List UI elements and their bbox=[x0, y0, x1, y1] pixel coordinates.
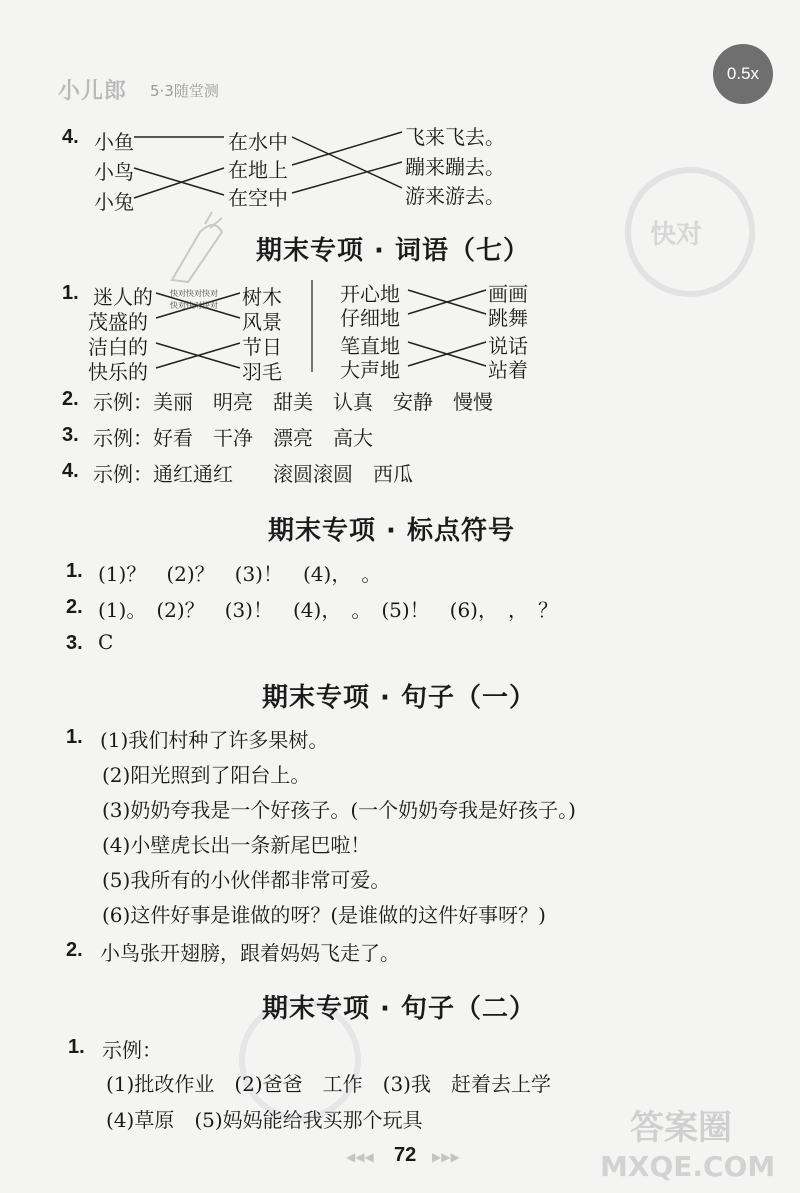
s1-a-right-1: 树木 bbox=[242, 285, 282, 309]
s2-q3-number: 3. bbox=[66, 632, 83, 654]
s2-q1-number: 1. bbox=[66, 560, 83, 582]
s1-b-right-2: 跳舞 bbox=[488, 306, 528, 330]
s1-a-right-4: 羽毛 bbox=[242, 360, 282, 384]
s1-a-right-3: 节日 bbox=[242, 335, 282, 359]
brand-logo: 小儿郎 bbox=[58, 79, 128, 104]
s3-q2-answer: 小鸟张开翅膀，跟着妈妈飞走了。 bbox=[100, 941, 400, 965]
q4-right-3: 游来游去。 bbox=[405, 184, 505, 208]
site-watermark: MXQE.COM bbox=[600, 1150, 776, 1183]
speed-label: 0.5x bbox=[726, 64, 760, 83]
s1-a-left-2: 茂盛的 bbox=[88, 310, 148, 334]
section-title-ciyu-7: 期末专项 · 词语（七） bbox=[256, 236, 530, 266]
s1-b-right-4: 站着 bbox=[488, 358, 528, 382]
s2-q3-answer: C bbox=[98, 630, 114, 654]
s1-q2-answer: 示例：美丽 明亮 甜美 认真 安静 慢慢 bbox=[93, 390, 493, 414]
s3-q1-line-1: (1)我们村种了许多果树。 bbox=[100, 728, 329, 752]
s1-q1-number: 1. bbox=[62, 282, 79, 304]
s1-b-right-1: 画画 bbox=[488, 282, 528, 306]
s1-q3-number: 3. bbox=[62, 424, 79, 446]
s1-a-left-4: 快乐的 bbox=[88, 360, 148, 384]
s3-q1-number: 1. bbox=[66, 726, 83, 748]
q4-mid-2: 在地上 bbox=[228, 158, 288, 182]
q4-left-1: 小鱼 bbox=[94, 130, 134, 154]
q4-number: 4. bbox=[62, 126, 79, 148]
s1-b-left-3: 笔直地 bbox=[340, 334, 400, 358]
q4-right-2: 蹦来蹦去。 bbox=[405, 155, 505, 179]
s1-b-left-4: 大声地 bbox=[340, 358, 400, 382]
page-prev-arrows: ◀◀◀ bbox=[346, 1150, 374, 1164]
s2-q2-number: 2. bbox=[66, 596, 83, 618]
s2-q1-answer: (1)？ (2)？ (3)！ (4)， 。 bbox=[98, 562, 382, 586]
s1-a-right-2: 风景 bbox=[242, 310, 282, 334]
s1-q4-answer: 示例：通红通红 滚圆滚圆 西瓜 bbox=[93, 462, 413, 486]
s1-q4-number: 4. bbox=[62, 460, 79, 482]
s3-q2-number: 2. bbox=[66, 939, 83, 961]
s3-q1-line-5: (5)我所有的小伙伴都非常可爱。 bbox=[102, 868, 391, 892]
q4-right-1: 飞来飞去。 bbox=[405, 125, 505, 149]
s2-q2-answer: (1)。 (2)？ (3)！ (4)， 。 (5)！ (6)， ， ？ bbox=[98, 598, 558, 622]
q4-mid-1: 在水中 bbox=[228, 130, 288, 154]
s1-b-right-3: 说话 bbox=[488, 334, 528, 358]
page-number: 72 bbox=[394, 1144, 417, 1166]
section-title-punctuation: 期末专项 · 标点符号 bbox=[268, 516, 515, 546]
page-next-arrows: ▶▶▶ bbox=[432, 1150, 460, 1164]
site-watermark-cn: 答案圈 bbox=[630, 1108, 732, 1148]
q4-left-3: 小兔 bbox=[94, 190, 134, 214]
s1-stamp-2: 快对快对快对 bbox=[170, 301, 218, 310]
section-title-juzi-2: 期末专项 · 句子（二） bbox=[262, 994, 536, 1024]
s4-q1-number: 1. bbox=[68, 1036, 85, 1058]
s1-b-left-2: 仔细地 bbox=[340, 306, 400, 330]
s4-q1-line-2: (4)草原 (5)妈妈能给我买那个玩具 bbox=[106, 1108, 423, 1132]
s4-q1-line-1: (1)批改作业 (2)爸爸 工作 (3)我 赶着去上学 bbox=[106, 1072, 551, 1096]
s1-a-left-3: 洁白的 bbox=[88, 335, 148, 359]
kuaidui-watermark: 快对 bbox=[650, 220, 703, 250]
s3-q1-line-4: (4)小壁虎长出一条新尾巴啦！ bbox=[102, 833, 371, 857]
s1-q2-number: 2. bbox=[62, 388, 79, 410]
section-title-juzi-1: 期末专项 · 句子（一） bbox=[262, 683, 536, 713]
q4-left-2: 小鸟 bbox=[94, 160, 134, 184]
q4-mid-3: 在空中 bbox=[228, 186, 288, 210]
s3-q1-line-3: (3)奶奶夸我是一个好孩子。(一个奶奶夸我是好孩子。) bbox=[102, 798, 576, 822]
s1-a-left-1: 迷人的 bbox=[93, 285, 153, 309]
s1-stamp-1: 快对快对快对 bbox=[170, 289, 218, 298]
s3-q1-line-2: (2)阳光照到了阳台上。 bbox=[102, 763, 311, 787]
s4-q1-intro: 示例： bbox=[102, 1038, 162, 1062]
s3-q1-line-6: (6)这件好事是谁做的呀？(是谁做的这件好事呀？) bbox=[102, 903, 546, 927]
s1-q3-answer: 示例：好看 干净 漂亮 高大 bbox=[93, 426, 373, 450]
s1-b-left-1: 开心地 bbox=[340, 282, 400, 306]
series-name: 5·3随堂测 bbox=[150, 82, 219, 100]
